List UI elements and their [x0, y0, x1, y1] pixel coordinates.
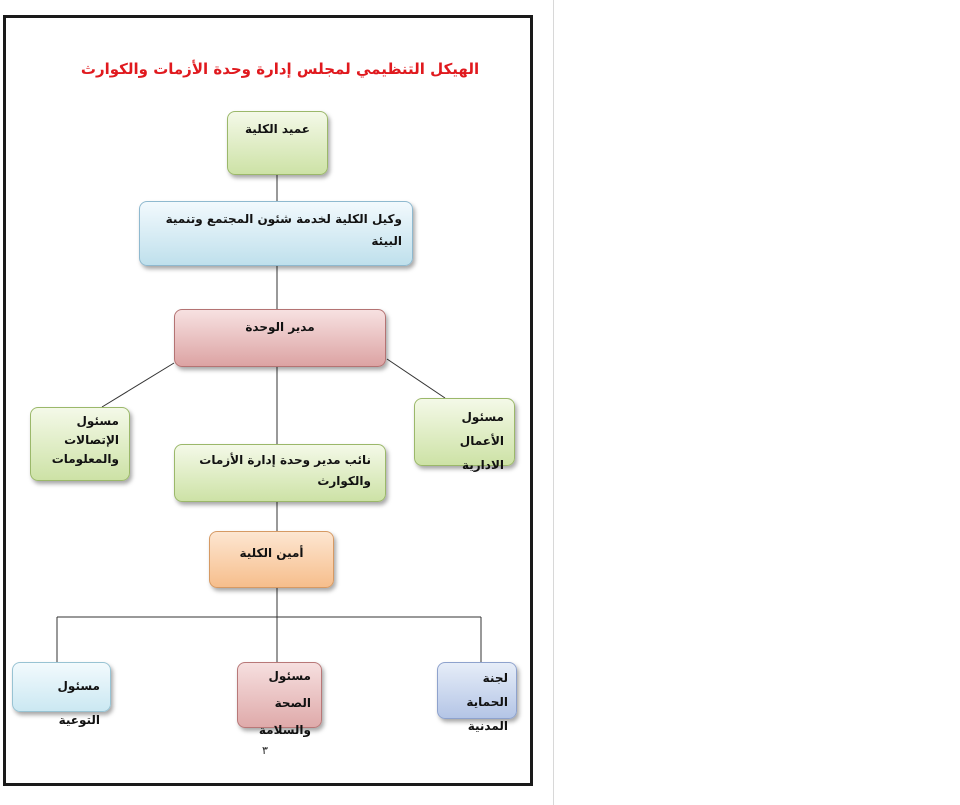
line-director-comms [102, 363, 174, 407]
node-deputy-director-label: نائب مدير وحدة إدارة الأزمات والكوارث [199, 453, 371, 488]
node-health-safety-officer [237, 662, 322, 737]
node-dean-label: عميد الكلية [245, 122, 310, 136]
line-director-admin [387, 359, 445, 398]
node-comms-officer-label: مسئول الإتصالات والمعلومات [51, 414, 119, 466]
node-civil-protection [437, 662, 517, 733]
node-awareness-officer [12, 662, 111, 727]
node-deputy-director [174, 444, 386, 502]
node-awareness-officer-label: مسئول التوعية [57, 679, 100, 727]
node-health-safety-officer-label: مسئول الصحة والسلامة [258, 669, 311, 737]
node-college-secretary-label: أمين الكلية [239, 546, 304, 560]
node-dean [227, 111, 328, 175]
node-admin-officer [414, 398, 515, 472]
node-civil-protection-label: لجنة الحماية المدنية [466, 671, 508, 733]
node-vice-dean [139, 201, 413, 266]
node-college-secretary [209, 531, 334, 588]
chart-title: الهيكل التنظيمي لمجلس إدارة وحدة الأزمات والكوارث [80, 60, 480, 78]
node-unit-director-label: مدير الوحدة [245, 320, 315, 334]
node-comms-officer [30, 407, 130, 481]
node-admin-officer-label: مسئول الأعمال الادارية [459, 410, 504, 472]
page-number: ٣ [262, 744, 268, 757]
node-unit-director [174, 309, 386, 367]
node-vice-dean-label: وكيل الكلية لخدمة شئون المجتمع وتنمية البيئة [165, 212, 402, 248]
